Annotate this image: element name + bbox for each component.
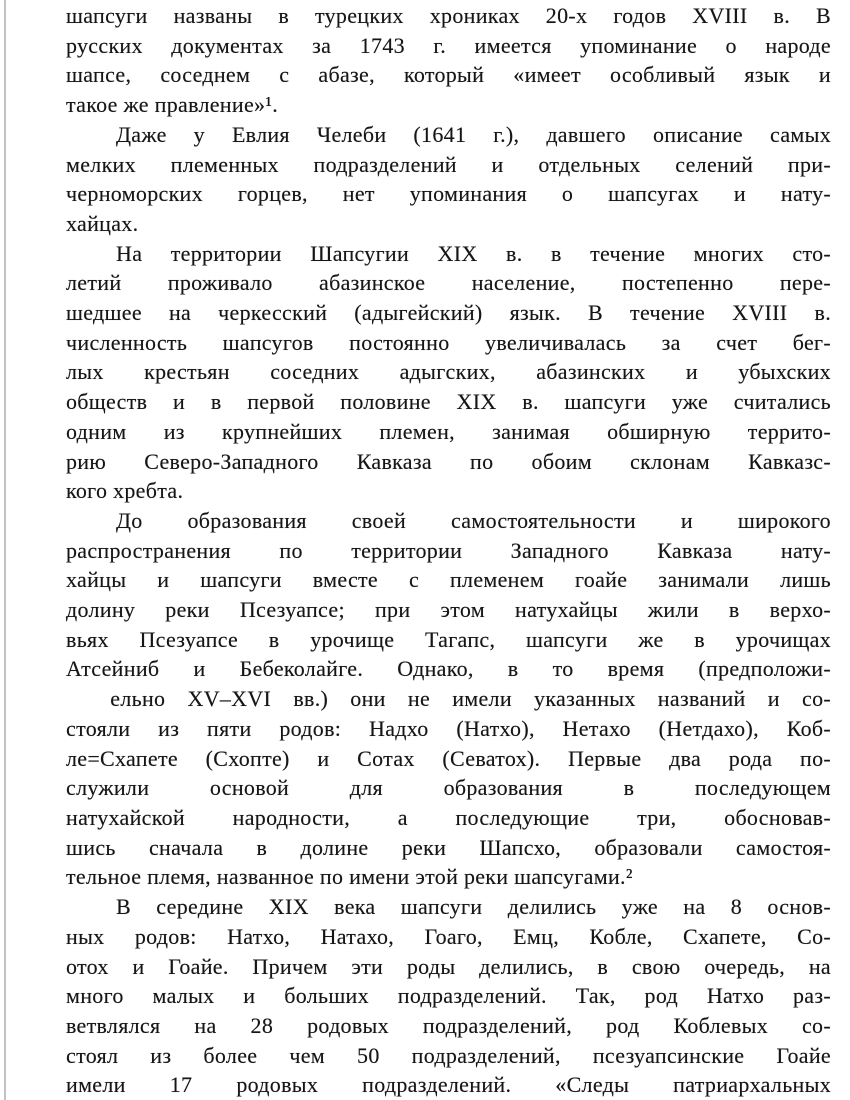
text-line: тельное племя, названное по имени этой реки шапсугами.² [66, 864, 633, 890]
text-line: мелких племенных подразделений и отдельных селений при- [66, 151, 831, 177]
text-line: ветвлялся на 28 родовых подразделений, род Коблевых со- [66, 1012, 831, 1038]
text-line: Атсейниб и Бебеколайге. Однако, в то время (предположи- [66, 656, 831, 682]
text-line: На территории Шапсугии XIX в. в течение многих сто- [116, 240, 831, 266]
text-line: русских документах за 1743 г. имеется упоминание о народе [66, 32, 831, 58]
text-line: шапсе, соседнем с абазе, который «имеет особливый язык и [66, 62, 831, 88]
page-text [66, 1, 831, 1100]
text-line: обществ и в первой половине XIX в. шапсуги уже считались [66, 389, 831, 415]
text-line: В середине XIX века шапсуги делились уже на 8 основ- [116, 894, 831, 920]
page-left-edge-line [4, 0, 6, 1100]
text-line: натухайской народности, а последующие три, обосновав- [66, 804, 831, 830]
paragraph [66, 120, 831, 239]
text-line: До образования своей самостоятельности и широкого [116, 507, 831, 533]
text-line: распространения по территории Западного Кавказа нату- [66, 537, 831, 563]
paragraph [66, 506, 831, 892]
text-line: шапсуги названы в турецких хрониках 20-х годов XVIII в. В [66, 3, 831, 28]
text-line: долину реки Псезуапсе; при этом натухайцы жили в верхо- [66, 597, 831, 623]
text-line: Даже у Евлия Челеби (1641 г.), давшего описание самых [116, 121, 831, 147]
text-line: такое же правление»¹. [66, 92, 279, 118]
text-line: летий проживало абазинское население, постепенно пере- [66, 270, 831, 296]
paragraph [66, 1, 831, 120]
text-line: служили основой для образования в последующем [66, 775, 831, 801]
text-line: лых крестьян соседних адыгских, абазинских и убыхских [66, 359, 831, 385]
text-line: стоял из более чем 50 подразделений, псезуапсинские Гоайе [66, 1042, 831, 1068]
text-line: стояли из пяти родов: Надхо (Натхо), Нетахо (Нетдахо), Коб- [66, 715, 831, 741]
text-line: рию Северо-Западного Кавказа по обоим склонам Кавказс- [66, 448, 831, 474]
text-line: черноморских горцев, нет упоминания о шапсугах и нату- [66, 181, 831, 207]
text-line: ле=Схапете (Схопте) и Сотах (Севатох). Первые два рода по- [66, 745, 831, 771]
text-line: отох и Гоайе. Причем эти роды делились, в свою очередь, на [66, 953, 831, 979]
text-line: много малых и больших подразделений. Так, род Натхо раз- [66, 983, 831, 1009]
text-line: вьях Псезуапсе в урочище Тагапс, шапсуги же в урочищах [66, 626, 831, 652]
text-line: ельно XV–XVI вв.) они не имели указанных названий и со- [66, 686, 831, 712]
text-line: шедшее на черкесский (адыгейский) язык. В течение XVIII в. [66, 300, 831, 326]
text-line: одним из крупнейших племен, занимая обширную террито- [66, 418, 831, 444]
text-line: численность шапсугов постоянно увеличивалась за счет бег- [66, 329, 831, 355]
text-line: кого хребта. [66, 478, 184, 504]
paragraph [66, 239, 831, 506]
text-line: имели 17 родовых подразделений. «Следы патриархальных [66, 1072, 831, 1098]
text-line: хайцах. [66, 210, 139, 236]
text-line: хайцы и шапсуги вместе с племенем гоайе занимали лишь [66, 567, 831, 593]
text-line: ных родов: Натхо, Натахо, Гоаго, Емц, Кобле, Схапете, Со- [66, 923, 831, 949]
text-line: шись сначала в долине реки Шапсхо, образовали самостоя- [66, 834, 831, 860]
paragraph [66, 892, 831, 1100]
